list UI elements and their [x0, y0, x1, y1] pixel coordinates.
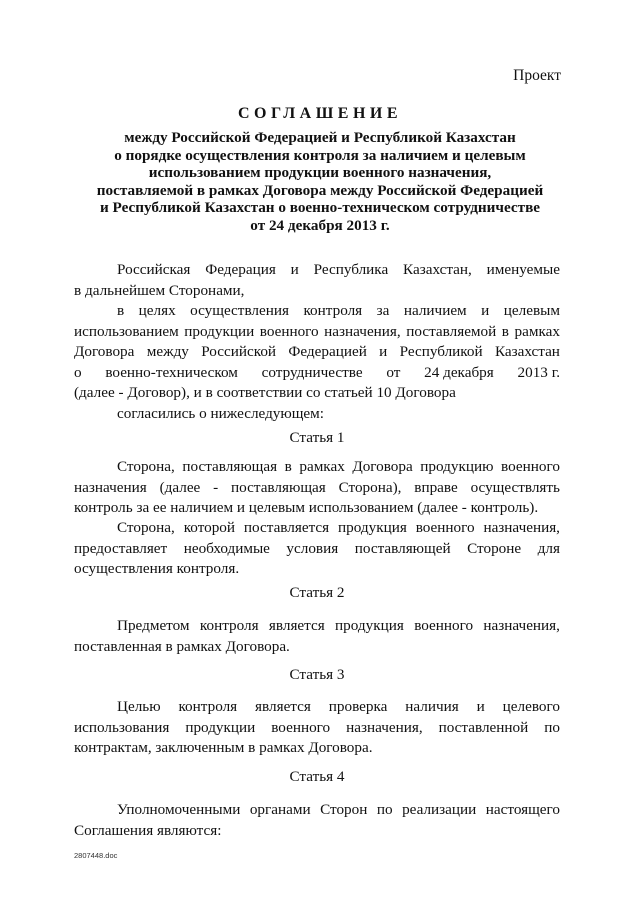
word: осуществления контроля. — [74, 560, 240, 577]
text-line — [74, 301, 560, 322]
subtitle-line: между Российской Федерацией и Республикой Казахстан — [124, 129, 516, 146]
text-line — [74, 697, 560, 718]
word: контроля — [303, 302, 363, 319]
word: использованием — [74, 322, 179, 340]
word: Сторона, — [117, 519, 175, 536]
word: Казахстан, — [403, 261, 472, 278]
word: продукции — [184, 322, 255, 340]
text-line — [74, 821, 560, 842]
document-title: СОГЛАШЕНИЕ — [237, 105, 403, 122]
text-line — [74, 260, 560, 281]
word: поставляющая — [182, 458, 278, 475]
document-file-id: 2807448.doc — [74, 851, 118, 860]
word: и — [290, 261, 299, 278]
text-line — [74, 718, 560, 739]
word: назначения, — [483, 519, 560, 536]
word: осуществлять — [470, 478, 560, 496]
document-subtitle — [60, 129, 580, 235]
word: (далее — [159, 478, 201, 496]
text-line — [74, 559, 560, 580]
word: Российская — [117, 261, 191, 278]
word: и — [481, 302, 490, 319]
word: назначения, — [324, 322, 401, 340]
word: продукцию — [420, 458, 494, 475]
word: 2013 г. — [517, 363, 560, 381]
word: является — [255, 698, 311, 715]
word: которой — [183, 519, 236, 536]
word: согласились о нижеследующем: — [117, 405, 325, 422]
word: поставляющей — [354, 539, 451, 557]
article-3-paragraph-1 — [74, 697, 560, 759]
word: осуществления — [190, 302, 289, 319]
word: продукция — [335, 617, 404, 634]
word: Федерация — [205, 261, 276, 278]
word: Республикой — [399, 343, 483, 360]
word: сотрудничестве — [261, 363, 363, 381]
word: в — [284, 458, 292, 475]
subtitle-line: поставляемой в рамках Договора между Российской Федерацией — [96, 181, 544, 199]
word: условия — [286, 539, 339, 557]
word: и — [476, 698, 485, 715]
word: рамках — [514, 322, 560, 340]
word: предоставляет — [74, 539, 168, 557]
word: в — [117, 302, 125, 319]
text-line — [74, 383, 560, 404]
word: целевого — [502, 698, 560, 715]
subtitle-line: от 24 декабря 2013 г. — [250, 216, 390, 234]
word: настоящего — [485, 801, 560, 818]
word: Уполномоченными — [117, 801, 241, 818]
text-line — [74, 637, 560, 658]
article-4-paragraph-1 — [74, 800, 560, 841]
word: Договора — [352, 458, 413, 475]
article-4-heading: Статья 4 — [289, 768, 345, 785]
word: Соглашения являются: — [74, 821, 222, 839]
word: (далее - Договор), и в соответствии со статьей 10 Договора — [74, 384, 456, 401]
word: Сторона, — [117, 458, 175, 475]
word: по — [376, 801, 393, 818]
article-1-paragraph-1 — [74, 457, 560, 519]
word: поставленная в рамках Договора. — [74, 637, 290, 655]
word: именуемые — [486, 261, 560, 278]
word: контрактам, заключенным в рамках Договора. — [74, 739, 373, 756]
word: и — [379, 343, 388, 360]
word: контроля — [178, 698, 238, 715]
preamble-paragraph-3 — [74, 404, 560, 425]
article-3-heading: Статья 3 — [289, 666, 345, 683]
word: органами — [249, 801, 311, 818]
preamble-paragraph-1 — [74, 260, 560, 301]
text-line — [74, 478, 560, 499]
subtitle-line: и Республикой Казахстан о военно-техническом сотрудничестве — [99, 199, 541, 217]
preamble-paragraph-2 — [74, 301, 560, 404]
word: в — [501, 322, 509, 340]
word: поставляющая — [231, 478, 326, 496]
word: наличием — [403, 302, 467, 319]
word: для — [537, 539, 560, 557]
word: Республика — [313, 261, 389, 278]
text-line — [74, 457, 560, 478]
word: от — [386, 363, 401, 381]
word: военного — [259, 322, 319, 340]
word: Сторона), — [338, 478, 402, 496]
word: рамках — [299, 458, 345, 475]
word: назначения, — [483, 617, 560, 634]
word: Предметом — [117, 617, 190, 634]
word: использования — [74, 718, 170, 736]
word: вправе — [414, 478, 458, 496]
draft-label: Проект — [513, 67, 561, 84]
word: контроля — [199, 617, 259, 634]
article-2-paragraph-1 — [74, 616, 560, 657]
word: - — [213, 478, 219, 496]
word: целях — [138, 302, 176, 319]
text-line — [74, 539, 560, 560]
text-line — [74, 281, 560, 302]
text-line — [74, 322, 560, 343]
word: назначения, — [346, 718, 423, 736]
word: военного — [414, 617, 474, 634]
text-line — [74, 738, 560, 759]
word: продукции — [185, 718, 256, 736]
word: является — [268, 617, 325, 634]
word: контроль за ее наличием и целевым использованием (далее - контроль). — [74, 499, 539, 516]
word: поставляется — [243, 519, 330, 536]
word: проверка — [328, 698, 388, 715]
word: наличия — [405, 698, 459, 715]
word: Стороне — [467, 539, 522, 557]
word: поставленной — [438, 718, 529, 736]
text-line — [74, 518, 560, 539]
subtitle-line: о порядке осуществления контроля за наличием и целевым — [114, 146, 526, 164]
word: военно-техническом — [105, 363, 238, 381]
word: Казахстан — [494, 343, 560, 360]
word: реализации — [402, 801, 477, 818]
text-line — [74, 363, 560, 384]
article-1-paragraph-2 — [74, 518, 560, 580]
text-line — [74, 800, 560, 821]
word: необходимые — [183, 539, 270, 557]
article-1-heading: Статья 1 — [289, 429, 345, 446]
word: военного — [501, 458, 560, 475]
text-line — [74, 498, 560, 519]
word: между — [146, 343, 189, 360]
word: продукция — [338, 519, 407, 536]
word: Целью — [117, 698, 161, 715]
word: Сторон — [320, 801, 368, 818]
word: 24 декабря — [424, 363, 494, 381]
word: военного — [415, 519, 475, 536]
subtitle-line: использованием продукции военного назначения, — [148, 164, 492, 182]
word: целевым — [503, 302, 560, 319]
word: о — [74, 363, 82, 381]
word: в дальнейшем Сторонами, — [74, 281, 245, 299]
text-line — [74, 342, 560, 363]
word: Договора — [74, 343, 135, 360]
text-line — [74, 616, 560, 637]
word: поставляемой — [406, 322, 497, 340]
word: Федерацией — [288, 343, 367, 360]
word: Российской — [201, 343, 277, 360]
word: назначения — [74, 478, 147, 496]
text-line — [74, 404, 560, 425]
article-2-heading: Статья 2 — [289, 584, 345, 601]
word: военного — [271, 718, 331, 736]
word: за — [376, 302, 390, 319]
word: по — [544, 718, 560, 736]
